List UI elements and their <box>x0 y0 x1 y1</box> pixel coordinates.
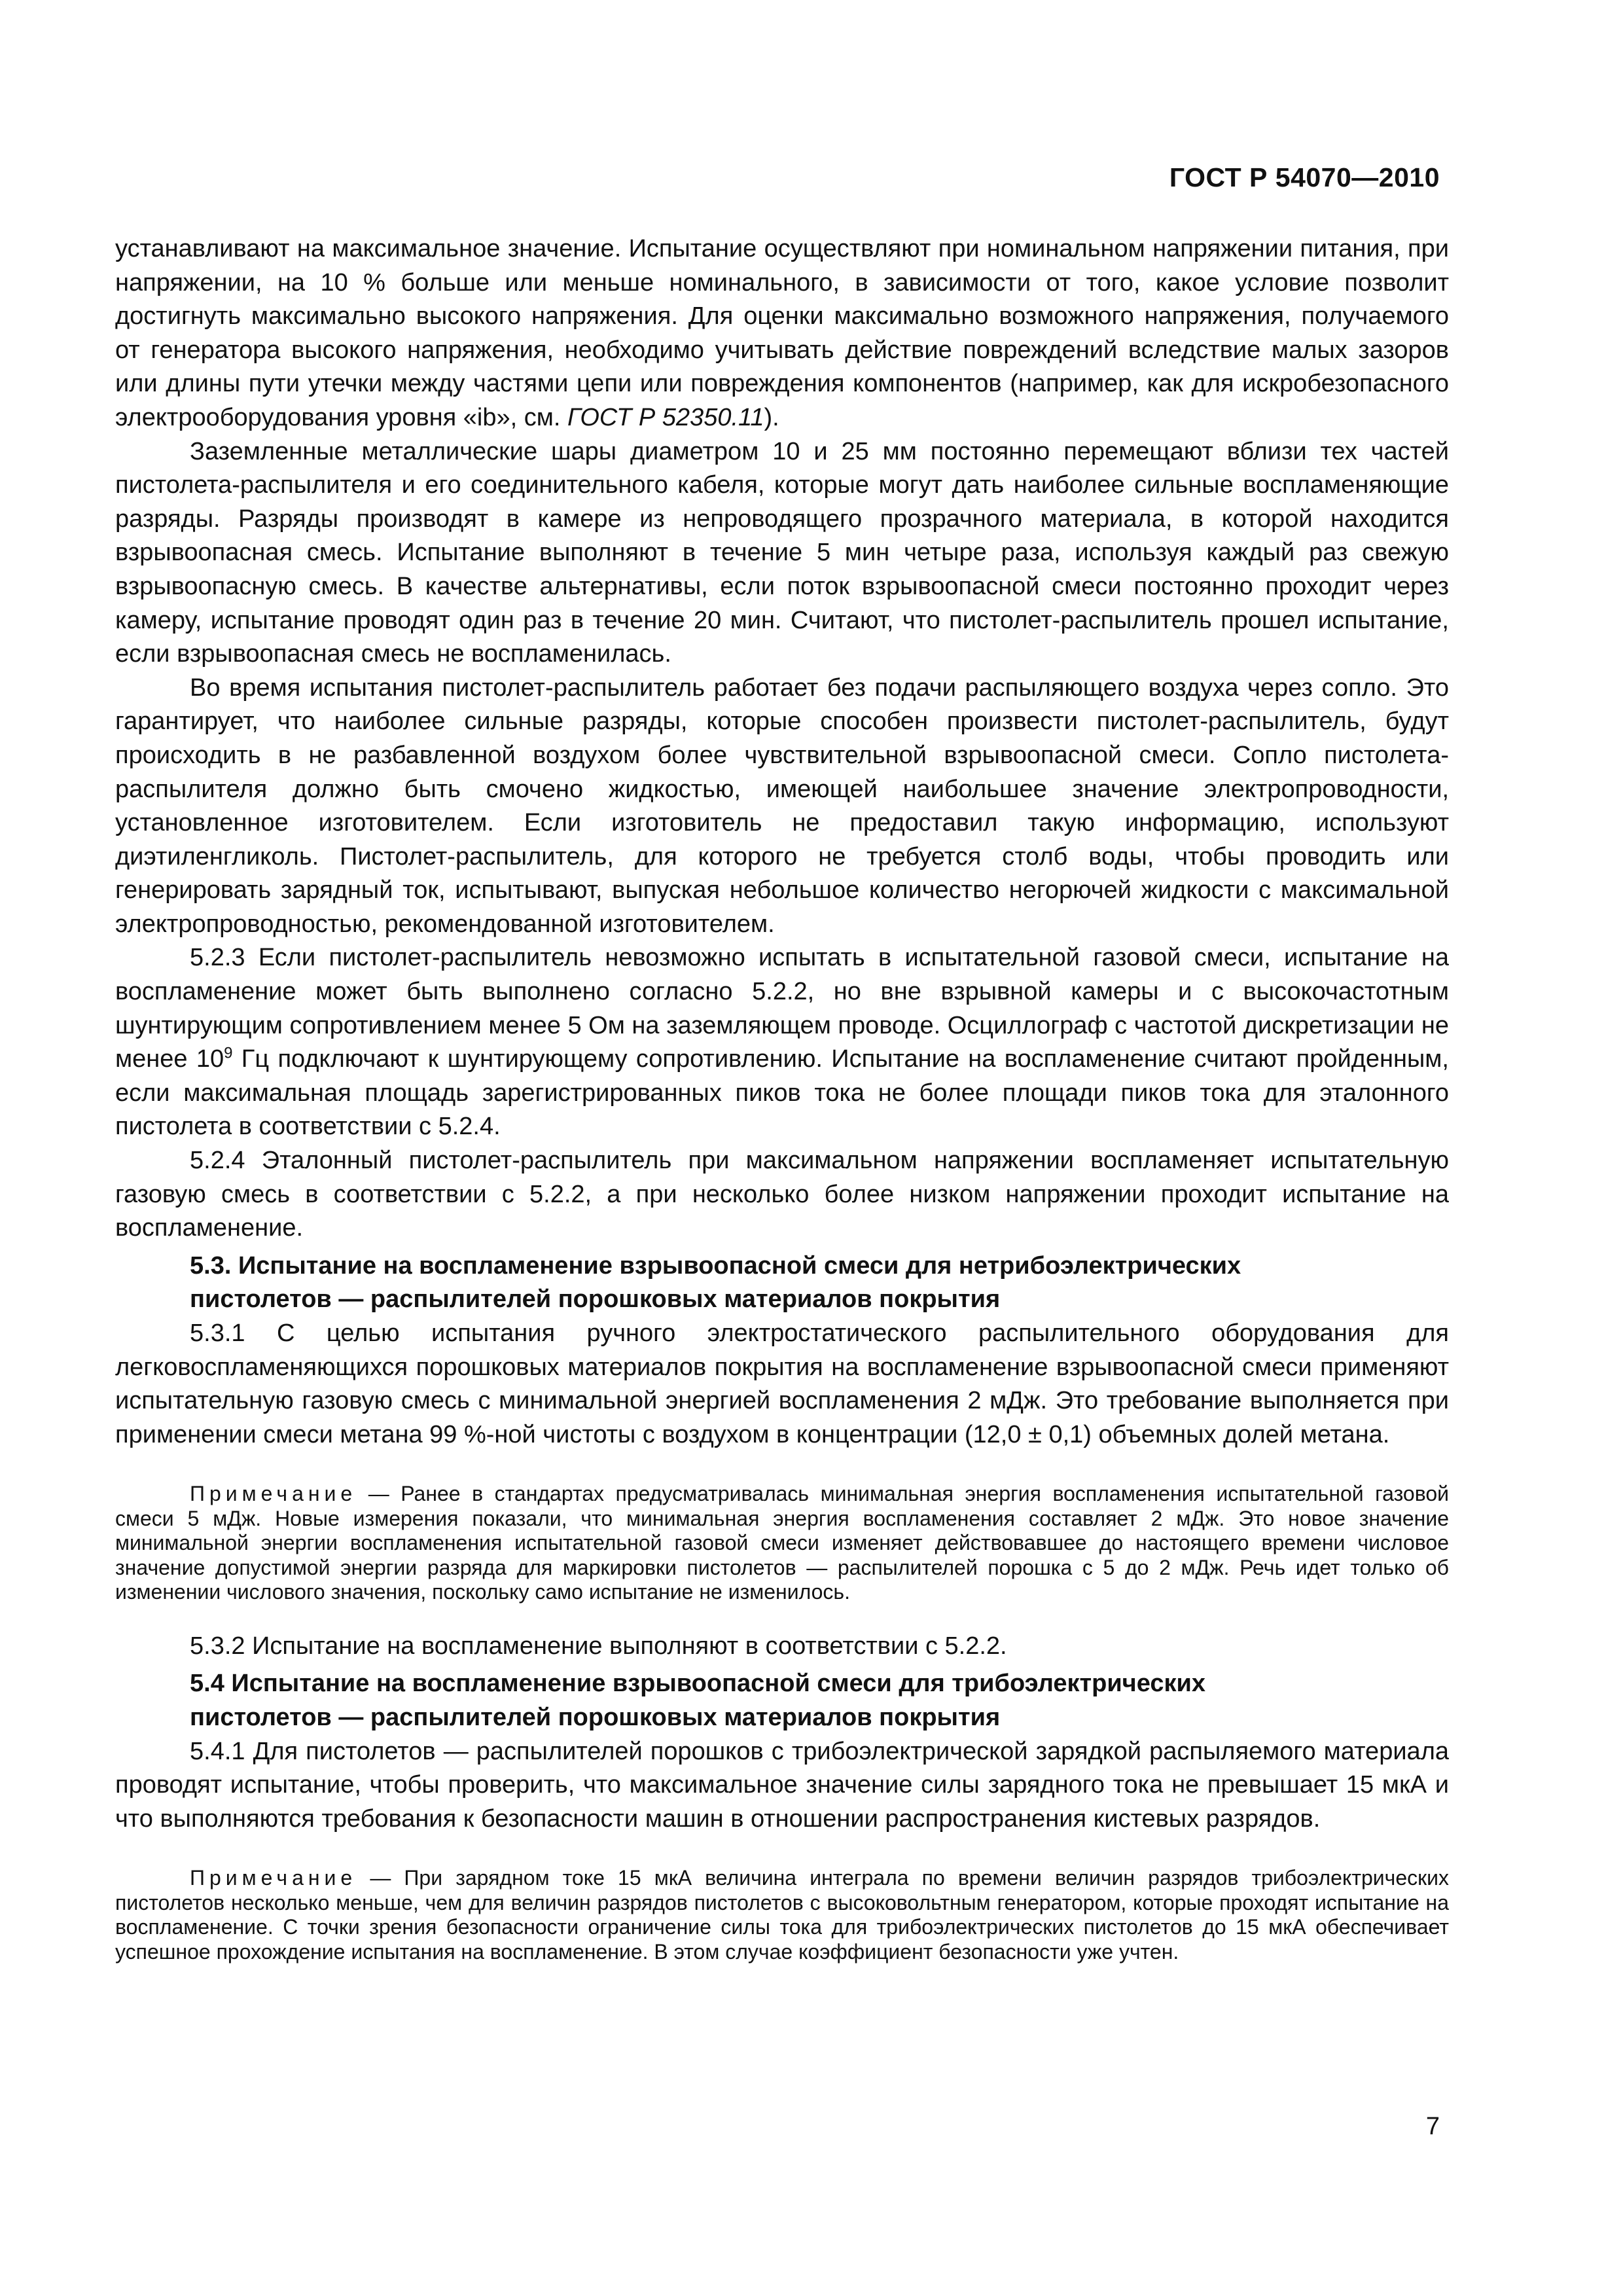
standard-reference: ГОСТ Р 52350.11 <box>567 403 764 431</box>
note-label: Примечание <box>190 1866 357 1890</box>
section-heading-5-4 <box>115 1667 1449 1734</box>
page-body <box>115 232 1449 1964</box>
paragraph-text-end: ). <box>764 403 779 431</box>
section-heading-5-3 <box>115 1249 1449 1317</box>
paragraph-continuation <box>115 232 1449 435</box>
clause-5-4-1: 5.4.1 Для пистолетов — распылителей порошков с трибоэлектрической зарядкой распыляемого материала проводят испытание, чтобы проверить, что максимальное значение силы зарядного тока не превышает 15 мкА и что выполняются требования к безопасности машин в отношении распространения кистевых разрядов. <box>115 1737 1449 1833</box>
note-label: Примечание <box>190 1482 357 1506</box>
paragraph-test-conditions: Во время испытания пистолет-распылитель работает без подачи распыляющего воздуха через сопло. Это гарантирует, что наиболее сильные разряды, которые способен произвести пистолет-распылитель, будут происходить в не разбавленной воздухом более чувствительной взрывоопасной смеси. Сопло пистолета-распылителя должно быть смочено жидкостью, имеющей наибольшее значение электропроводности, установленное изготовителем. Если изготовитель не предоставил такую информацию, используют диэтиленгликоль. Пистолет-распылитель, для которого не требуется столб воды, чтобы проводить или генерировать зарядный ток, испытывают, выпуская небольшое количество негорючей жидкости с максимальной электропроводностью, рекомендованной изготовителем. <box>115 673 1449 938</box>
clause-5-2-3 <box>115 941 1449 1144</box>
heading-line: 5.4 Испытание на воспламенение взрывоопасной смеси для трибоэлектрических <box>190 1670 1206 1698</box>
note-text: — При зарядном токе 15 мкА величина интеграла по времени величин разрядов трибоэлектрических пистолетов несколько меньше, чем для величин разрядов пистолетов с высоковольтным генератором, которые проходят испытание на воспламенение. С точки зрения безопасности ограничение силы тока для трибоэлектрических пистолетов до 15 мкА обеспечивает успешное прохождение испытания на воспламенение. В этом случае коэффициент безопасности уже учтен. <box>115 1866 1449 1964</box>
paragraph-grounded-spheres: Заземленные металлические шары диаметром 10 и 25 мм постоянно перемещают вблизи тех частей пистолета-распылителя и его соединительного кабеля, которые могут дать наиболее сильные воспламеняющие разряды. Разряды производят в камере из непроводящего прозрачного материала, в которой находится взрывоопасная смесь. Испытание выполняют в течение 5 мин четыре раза, используя каждый раз свежую взрывоопасную смесь. В качестве альтернативы, если поток взрывоопасной смеси постоянно проходит через камеру, испытание проводят один раз в течение 20 мин. Считают, что пистолет-распылитель прошел испытание, если взрывоопасная смесь не воспламенилась. <box>115 437 1449 668</box>
heading-line: 5.3. Испытание на воспламенение взрывоопасной смеси для нетрибоэлектрических <box>190 1251 1241 1280</box>
clause-5-3-2: 5.3.2 Испытание на воспламенение выполняют в соответствии с 5.2.2. <box>190 1632 1007 1660</box>
page-number: 7 <box>1425 2113 1440 2140</box>
clause-5-2-4: 5.2.4 Эталонный пистолет-распылитель при максимальном напряжении воспламеняет испытательную газовую смесь в соответствии с 5.2.2, а при несколько более низком напряжении проходит испытание на воспламенение. <box>115 1147 1449 1242</box>
exponent: 9 <box>224 1044 233 1062</box>
heading-line: пистолетов — распылителей порошковых материалов покрытия <box>190 1704 1001 1732</box>
clause-5-3-1: 5.3.1 С целью испытания ручного электростатического распылительного оборудования для легковоспламеняющихся порошковых материалов покрытия на воспламенение взрывоопасной смеси применяют испытательную газовую смесь с минимальной энергией воспламенения 2 мДж. Это требование выполняется при применении смеси метана 99 %-ной чистоты с воздухом в концентрации (12,0 ± 0,1) объемных долей метана. <box>115 1319 1449 1448</box>
paragraph-text: устанавливают на максимальное значение. Испытание осуществляют при номинальном напряжении питания, при напряжении, на 10 % больше или меньше номинального, в зависимости от того, какое условие позволит достигнуть максимально высокого напряжения. Для оценки максимально возможного напряжения, получаемого от генератора высокого напряжения, необходимо учитывать действие повреждений вследствие малых зазоров или длины пути утечки между частями цепи или повреждения компонентов (например, как для искробезопасного электрооборудования уровня «ib», см. <box>115 235 1449 431</box>
document-header: ГОСТ Р 54070—2010 <box>1169 162 1440 192</box>
note-5-3 <box>115 1482 1449 1605</box>
clause-text-end: Гц подключают к шунтирующему сопротивлению. Испытание на воспламенение считают пройденным, если максимальная площадь зарегистрированных пиков тока не более площади пиков тока для эталонного пистолета в соответствии с 5.2.4. <box>115 1045 1449 1141</box>
note-5-4 <box>115 1866 1449 1964</box>
clause-text: 5.2.3 Если пистолет-распылитель невозможно испытать в испытательной газовой смеси, испытание на воспламенение может быть выполнено согласно 5.2.2, но вне взрывной камеры и с высокочастотным шунтирующим сопротивлением менее 5 Ом на заземляющем проводе. Осциллограф с частотой дискретизации не менее 10 <box>115 944 1449 1073</box>
heading-line: пистолетов — распылителей порошковых материалов покрытия <box>190 1285 1001 1314</box>
note-text: — Ранее в стандартах предусматривалась минимальная энергия воспламенения испытательной газовой смеси 5 мДж. Новые измерения показали, что минимальная энергия воспламенения составляет 2 мДж. Это новое значение минимальной энергии воспламенения испытательной газовой смеси изменяет действовавшее до настоящего времени числовое значение допустимой энергии разряда для маркировки пистолетов — распылителей порошка с 5 до 2 мДж. Речь идет только об изменении числового значения, поскольку само испытание не изменилось. <box>115 1482 1449 1604</box>
